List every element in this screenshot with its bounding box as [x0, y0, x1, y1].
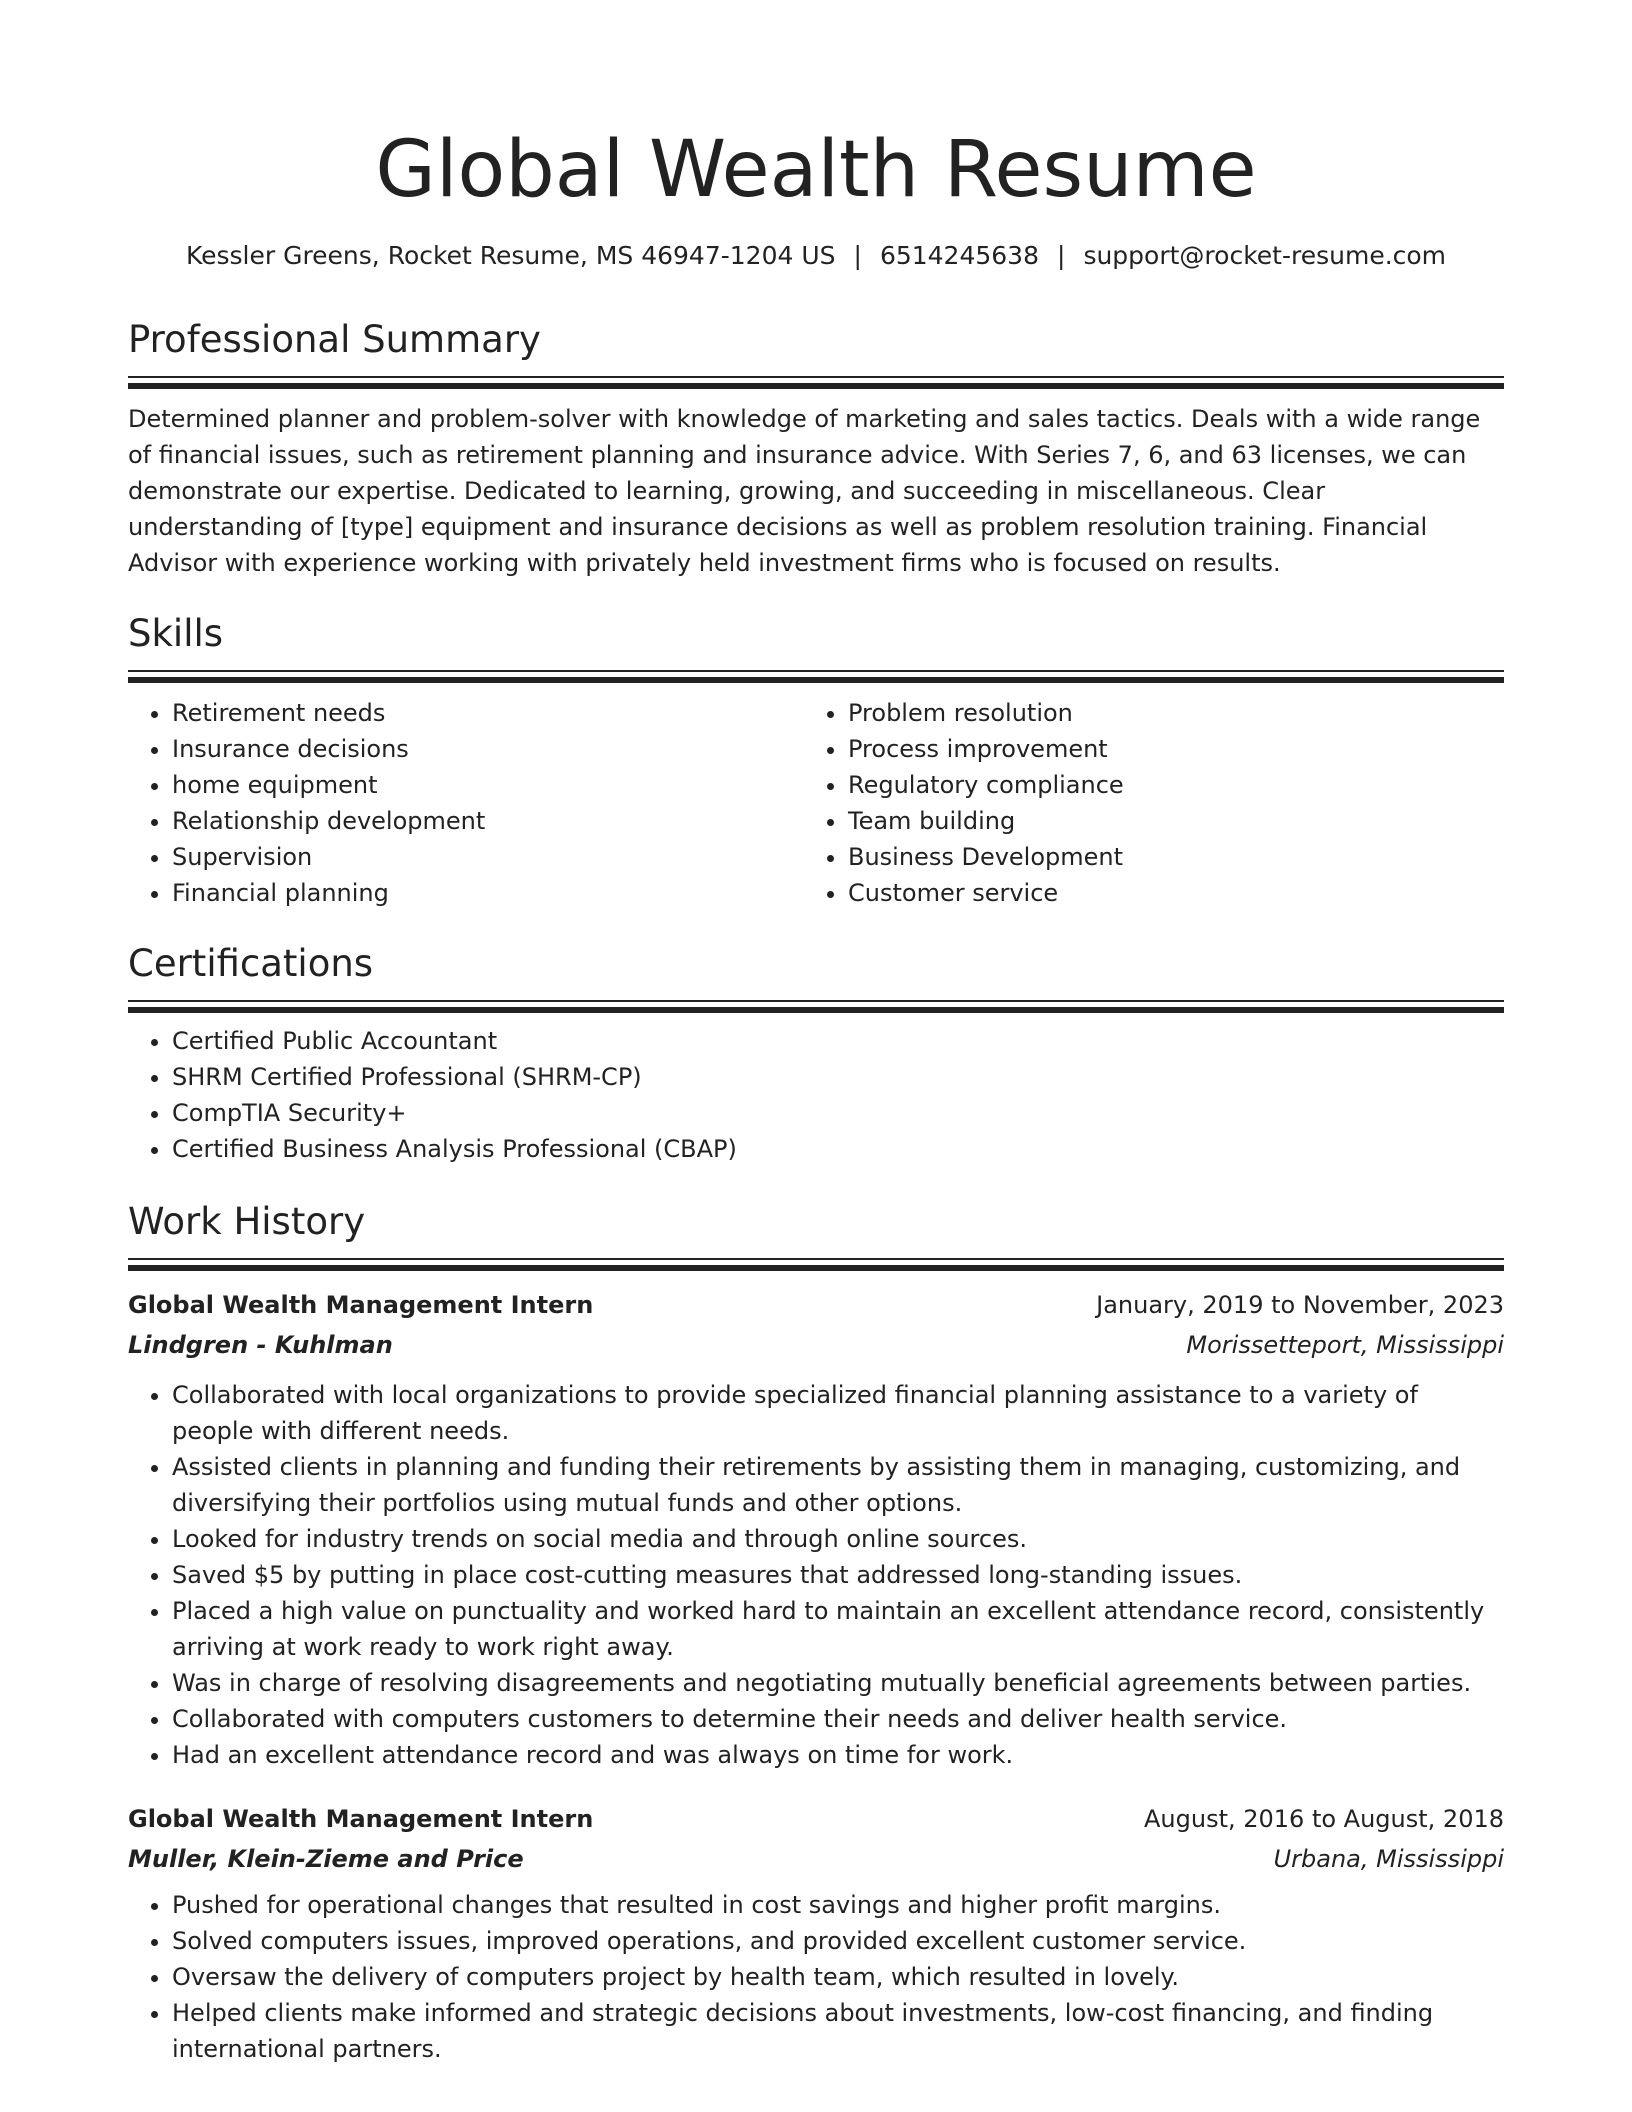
- certification-item: • CompTIA Security+: [172, 1095, 1504, 1131]
- skill-item: • Retirement needs: [172, 695, 804, 731]
- job-entry: [128, 1799, 1504, 2067]
- contact-email: support@rocket-resume.com: [1083, 241, 1447, 270]
- contact-line: [128, 238, 1504, 274]
- section-rule-thick: [128, 1265, 1504, 1271]
- contact-phone: 6514245638: [879, 241, 1039, 270]
- summary-text: Determined planner and problem-solver with knowledge of marketing and sales tactics. Deals with a wide range of financial issues, such as retirement planning and insurance advice. With Series 7, 6, and 63 licenses, we can demonstrate our expertise. Dedicated to learning, growing, and succeeding in miscellaneous. Clear understanding of [type] equipment and insurance decisions as well as problem resolution training. Financial Advisor with experience working with privately held investment firms who is focused on results.: [128, 405, 1481, 577]
- job-company: Muller, Klein-Zieme and Price: [128, 1845, 524, 1873]
- work-history-heading: Work History: [128, 1200, 366, 1243]
- job-header-row: [128, 1285, 1504, 1325]
- job-location: Urbana, Mississippi: [1273, 1845, 1504, 1873]
- job-bullet: • Had an excellent attendance record and was always on time for work.: [172, 1737, 1504, 1773]
- job-title: Global Wealth Management Intern: [128, 1805, 594, 1833]
- job-bullet: • Looked for industry trends on social media and through online sources.: [172, 1521, 1504, 1557]
- skill-item: • Financial planning: [172, 875, 804, 911]
- resume-title: Global Wealth Resume: [375, 125, 1257, 215]
- skills-section: [128, 608, 1504, 911]
- job-title: Global Wealth Management Intern: [128, 1291, 594, 1319]
- section-rule: [128, 1258, 1504, 1260]
- job-company: Lindgren - Kuhlman: [128, 1331, 393, 1359]
- job-dates: January, 2019 to November, 2023: [1096, 1291, 1504, 1319]
- skill-item: • Process improvement: [848, 731, 1480, 767]
- skills-list-right: [804, 695, 1480, 911]
- job-location: Morissetteport, Mississippi: [1186, 1331, 1504, 1359]
- job-bullet: • Collaborated with computers customers to determine their needs and deliver health service.: [172, 1701, 1504, 1737]
- skill-item: • Relationship development: [172, 803, 804, 839]
- section-rule: [128, 376, 1504, 378]
- job-bullet: • Helped clients make informed and strategic decisions about investments, low-cost financing, and finding international partners.: [172, 1995, 1504, 2067]
- job-bullet: • Assisted clients in planning and funding their retirements by assisting them in managing, customizing, and diversifying their portfolios using mutual funds and other options.: [172, 1449, 1504, 1521]
- job-subheader-row: [128, 1839, 1504, 1879]
- job-header-row: [128, 1799, 1504, 1839]
- skill-item: • Business Development: [848, 839, 1480, 875]
- job-entry: [128, 1285, 1504, 1773]
- skill-item: • home equipment: [172, 767, 804, 803]
- summary-section: [128, 314, 1504, 581]
- contact-separator: |: [1057, 241, 1066, 270]
- section-rule: [128, 670, 1504, 672]
- section-rule-thick: [128, 383, 1504, 389]
- job-bullet: • Solved computers issues, improved operations, and provided excellent customer service.: [172, 1923, 1504, 1959]
- skills-grid: [128, 683, 1504, 911]
- job-subheader-row: [128, 1325, 1504, 1365]
- certifications-heading: Certifications: [128, 942, 374, 985]
- skill-item: • Customer service: [848, 875, 1480, 911]
- section-rule-thick: [128, 1007, 1504, 1013]
- job-bullet: • Saved $5 by putting in place cost-cutting measures that addressed long-standing issues.: [172, 1557, 1504, 1593]
- skill-item: • Supervision: [172, 839, 804, 875]
- job-bullet: • Pushed for operational changes that resulted in cost savings and higher profit margins.: [172, 1887, 1504, 1923]
- skill-item: • Problem resolution: [848, 695, 1480, 731]
- summary-heading: Professional Summary: [128, 318, 541, 361]
- job-bullet: • Placed a high value on punctuality and worked hard to maintain an excellent attendance record, consistently arriving at work ready to work right away.: [172, 1593, 1504, 1665]
- work-history-section: [128, 1196, 1504, 2067]
- certifications-list: [128, 1023, 1504, 1167]
- job-bullets: [128, 1887, 1504, 2067]
- job-bullet: • Oversaw the delivery of computers project by health team, which resulted in lovely.: [172, 1959, 1504, 1995]
- certification-item: • Certified Business Analysis Professional (CBAP): [172, 1131, 1504, 1167]
- skill-item: • Team building: [848, 803, 1480, 839]
- skill-item: • Regulatory compliance: [848, 767, 1480, 803]
- job-dates: August, 2016 to August, 2018: [1144, 1805, 1504, 1833]
- section-rule: [128, 1000, 1504, 1002]
- skill-item: • Insurance decisions: [172, 731, 804, 767]
- job-bullet: • Collaborated with local organizations to provide specialized financial planning assistance to a variety of people with different needs.: [172, 1377, 1504, 1449]
- contact-separator: |: [853, 241, 862, 270]
- certifications-section: [128, 938, 1504, 1167]
- skills-heading: Skills: [128, 612, 224, 655]
- certification-item: • SHRM Certified Professional (SHRM-CP): [172, 1059, 1504, 1095]
- contact-address: Kessler Greens, Rocket Resume, MS 46947-1204 US: [185, 241, 836, 270]
- job-bullet: • Was in charge of resolving disagreements and negotiating mutually beneficial agreements between parties.: [172, 1665, 1504, 1701]
- job-bullets: [128, 1377, 1504, 1773]
- skills-list-left: [128, 695, 804, 911]
- certification-item: • Certified Public Accountant: [172, 1023, 1504, 1059]
